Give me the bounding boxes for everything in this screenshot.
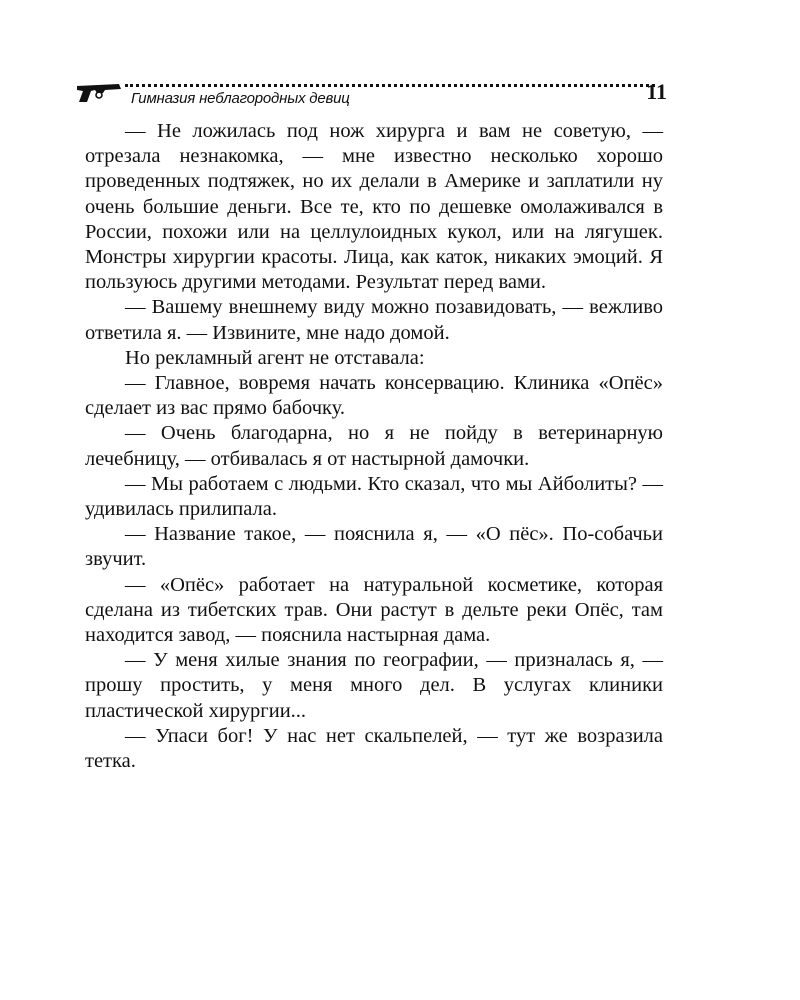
page-number: 11 <box>646 79 667 104</box>
paragraph: — Не ложилась под нож хирурга и вам не советую, — отрезала незнакомка, — мне известно несколько хорошо проведенных подтяжек, но их делали в Америке и заплатили ну очень большие деньги. Все те, кто по дешевке омолаживался в России, похожи или на целлулоидных кукол, или на лягушек. Монстры хирургии красоты. Лица, как каток, никаких эмоций. Я пользуюсь другими методами. Результат перед вами. <box>85 120 663 294</box>
paragraph: — Очень благодарна, но я не пойду в ветеринарную лечебницу, — отбивалась я от настырной дамочки. <box>85 422 663 470</box>
paragraph: — Мы работаем с людьми. Кто сказал, что мы Айболиты? — удивилась прилипала. <box>85 472 663 521</box>
header-dotted-rule <box>125 84 655 87</box>
running-title: Гимназия неблагородных девиц <box>131 90 350 107</box>
paragraph: — Название такое, — пояснила я, — «О пёс». По-собачьи звучит. <box>85 523 663 571</box>
page-header <box>75 76 667 110</box>
paragraph: — «Опёс» работает на натуральной косметике, которая сделана из тибетских трав. Они растут в дельте реки Опёс, там находится завод, — пояснила настырная дама. <box>85 573 663 647</box>
revolver-icon <box>75 80 123 106</box>
body-text <box>85 119 663 774</box>
paragraph: — Главное, вовремя начать консервацию. Клиника «Опёс» сделает из вас прямо бабочку. <box>85 372 663 420</box>
paragraph: — Упаси бог! У нас нет скальпелей, — тут же возразила тетка. <box>85 724 663 773</box>
paragraph: — У меня хилые знания по географии, — призналась я, — прошу простить, у меня много дел. В услугах клиники пластической хирургии... <box>85 649 663 722</box>
paragraph: Но рекламный агент не отставала: <box>125 346 425 369</box>
paragraph: — Вашему внешнему виду можно позавидовать, — вежливо ответила я. — Извините, мне надо домой. <box>85 296 663 344</box>
